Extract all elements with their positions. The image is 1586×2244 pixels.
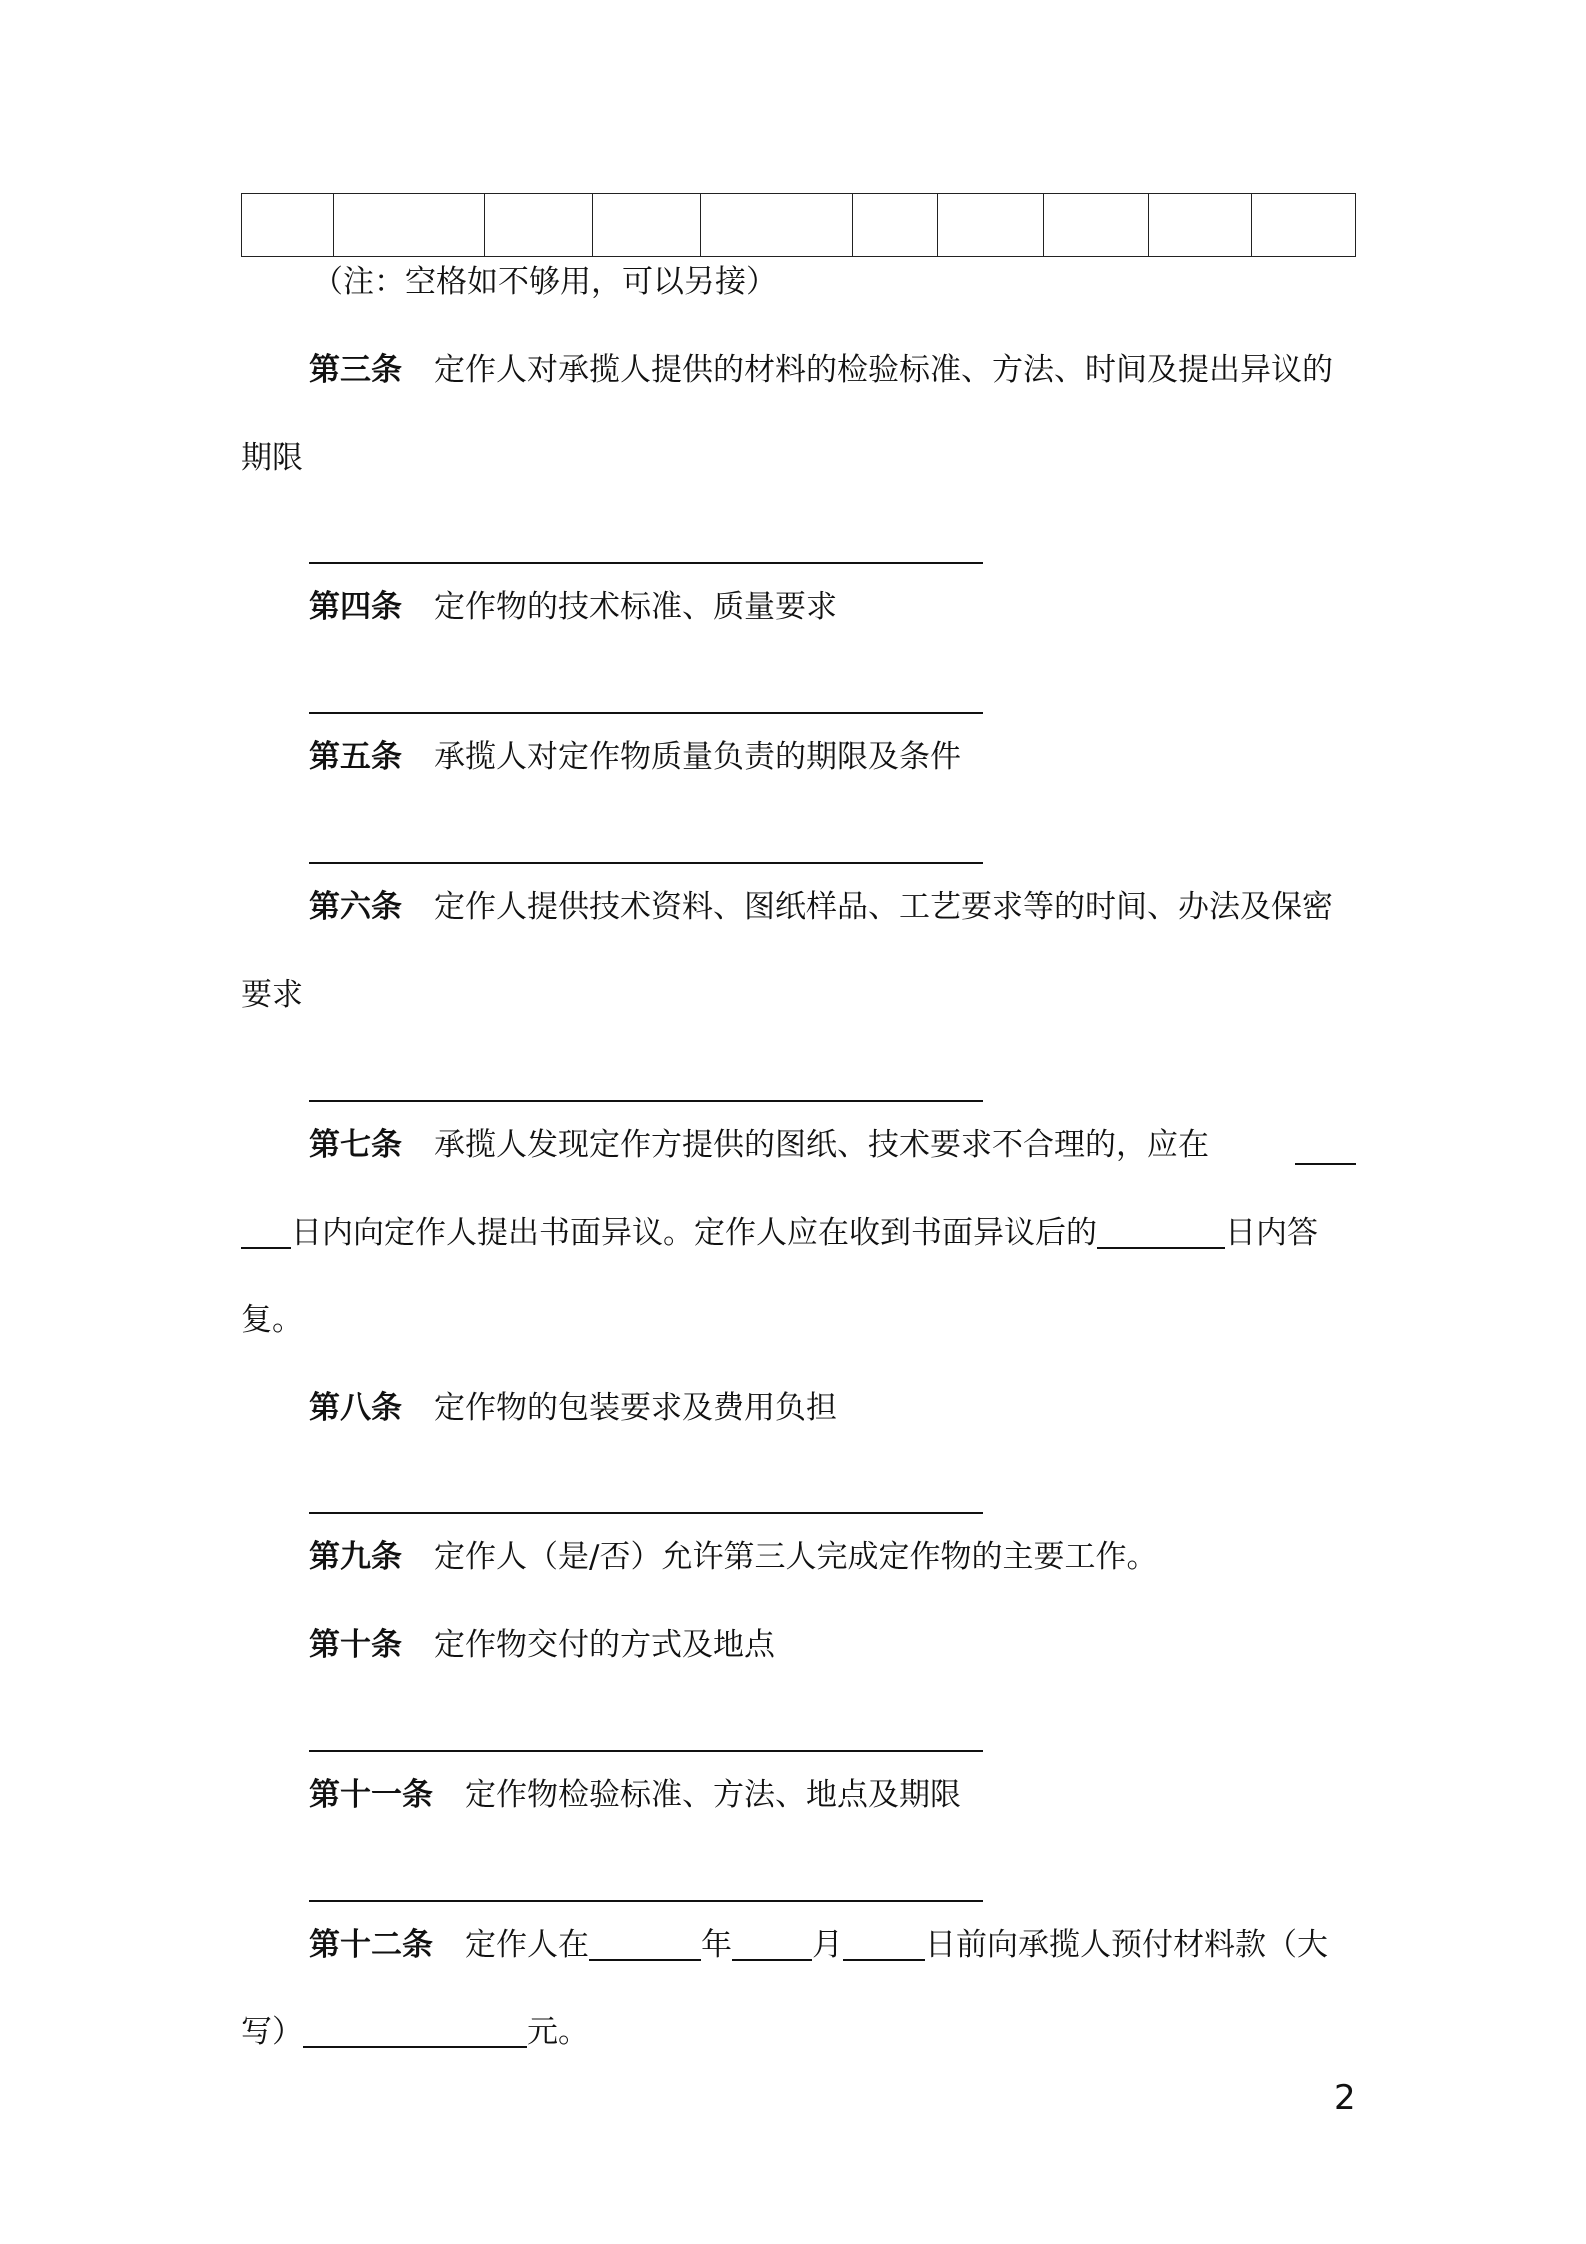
article-6-text-cont: 要求 bbox=[241, 977, 303, 1013]
blank-table-row bbox=[241, 193, 1356, 257]
article-4 bbox=[309, 587, 837, 627]
table-cell bbox=[334, 194, 485, 257]
article-10 bbox=[309, 1625, 775, 1665]
article-9 bbox=[309, 1537, 1157, 1577]
article-5-text: 承揽人对定作物质量负责的期限及条件 bbox=[434, 739, 961, 775]
article-10-label: 第十条 bbox=[309, 1627, 402, 1663]
article-10-fill-line bbox=[309, 1750, 983, 1752]
article-7-text-2a: 日内向定作人提出书面异议。定作人应在收到书面异议后的 bbox=[291, 1215, 1097, 1251]
article-4-fill-line bbox=[309, 712, 983, 714]
amount-blank bbox=[303, 2016, 527, 2048]
article-10-text: 定作物交付的方式及地点 bbox=[434, 1627, 775, 1663]
page-number: 2 bbox=[1334, 2078, 1356, 2118]
article-9-label: 第九条 bbox=[309, 1539, 402, 1575]
article-12-year: 年 bbox=[701, 1927, 732, 1963]
table-cell bbox=[853, 194, 938, 257]
article-8-text: 定作物的包装要求及费用负担 bbox=[434, 1390, 837, 1426]
article-12-month: 月 bbox=[812, 1927, 843, 1963]
article-5-label: 第五条 bbox=[309, 739, 402, 775]
article-4-label: 第四条 bbox=[309, 589, 402, 625]
article-7-text-2b: 日内答 bbox=[1225, 1215, 1318, 1251]
article-7-text: 承揽人发现定作方提供的图纸、技术要求不合理的，应在 bbox=[434, 1127, 1209, 1163]
article-7-label: 第七条 bbox=[309, 1127, 402, 1163]
article-12-line2-a: 写） bbox=[241, 2014, 303, 2050]
article-12 bbox=[309, 1925, 1328, 1965]
article-7-line3: 复。 bbox=[241, 1302, 303, 1338]
article-6 bbox=[309, 887, 1333, 927]
article-7-line2 bbox=[241, 1213, 1318, 1253]
article-3-label: 第三条 bbox=[309, 352, 402, 388]
article-3-text-cont: 期限 bbox=[241, 440, 303, 476]
article-8-label: 第八条 bbox=[309, 1390, 402, 1426]
article-6-fill-line bbox=[309, 1100, 983, 1102]
article-9-text: 定作人（是/否）允许第三人完成定作物的主要工作。 bbox=[434, 1539, 1158, 1575]
article-12-line2 bbox=[241, 2012, 589, 2052]
article-12-line2-b: 元。 bbox=[527, 2014, 589, 2050]
article-11-text: 定作物检验标准、方法、地点及期限 bbox=[465, 1777, 961, 1813]
table-cell bbox=[938, 194, 1044, 257]
table-cell bbox=[1044, 194, 1149, 257]
article-8 bbox=[309, 1388, 837, 1428]
article-8-fill-line bbox=[309, 1512, 983, 1514]
table-cell bbox=[701, 194, 853, 257]
article-3 bbox=[309, 350, 1333, 390]
table-cell bbox=[242, 194, 334, 257]
article-7 bbox=[309, 1125, 1209, 1165]
article-12-label: 第十二条 bbox=[309, 1927, 433, 1963]
table-cell bbox=[1149, 194, 1252, 257]
article-3-text: 定作人对承揽人提供的材料的检验标准、方法、时间及提出异议的 bbox=[434, 352, 1333, 388]
article-4-text: 定作物的技术标准、质量要求 bbox=[434, 589, 837, 625]
article-12-text-a: 定作人在 bbox=[465, 1927, 589, 1963]
month-blank bbox=[732, 1929, 812, 1961]
article-5-fill-line bbox=[309, 862, 983, 864]
article-11-label: 第十一条 bbox=[309, 1777, 433, 1813]
table-cell bbox=[593, 194, 701, 257]
year-blank bbox=[589, 1929, 701, 1961]
article-11 bbox=[309, 1775, 961, 1815]
days-blank-1a bbox=[1295, 1163, 1356, 1165]
article-11-fill-line bbox=[309, 1900, 983, 1902]
article-6-text: 定作人提供技术资料、图纸样品、工艺要求等的时间、办法及保密 bbox=[434, 889, 1333, 925]
article-3-fill-line bbox=[309, 562, 983, 564]
article-6-label: 第六条 bbox=[309, 889, 402, 925]
article-12-text-b: 日前向承揽人预付材料款（大 bbox=[925, 1927, 1328, 1963]
table-cell bbox=[485, 194, 593, 257]
table-cell bbox=[1252, 194, 1356, 257]
days-blank-1b bbox=[241, 1217, 291, 1249]
days-blank-2 bbox=[1097, 1217, 1225, 1249]
article-5 bbox=[309, 737, 961, 777]
table-note: （注：空格如不够用，可以另接） bbox=[312, 264, 777, 300]
day-blank bbox=[843, 1929, 925, 1961]
